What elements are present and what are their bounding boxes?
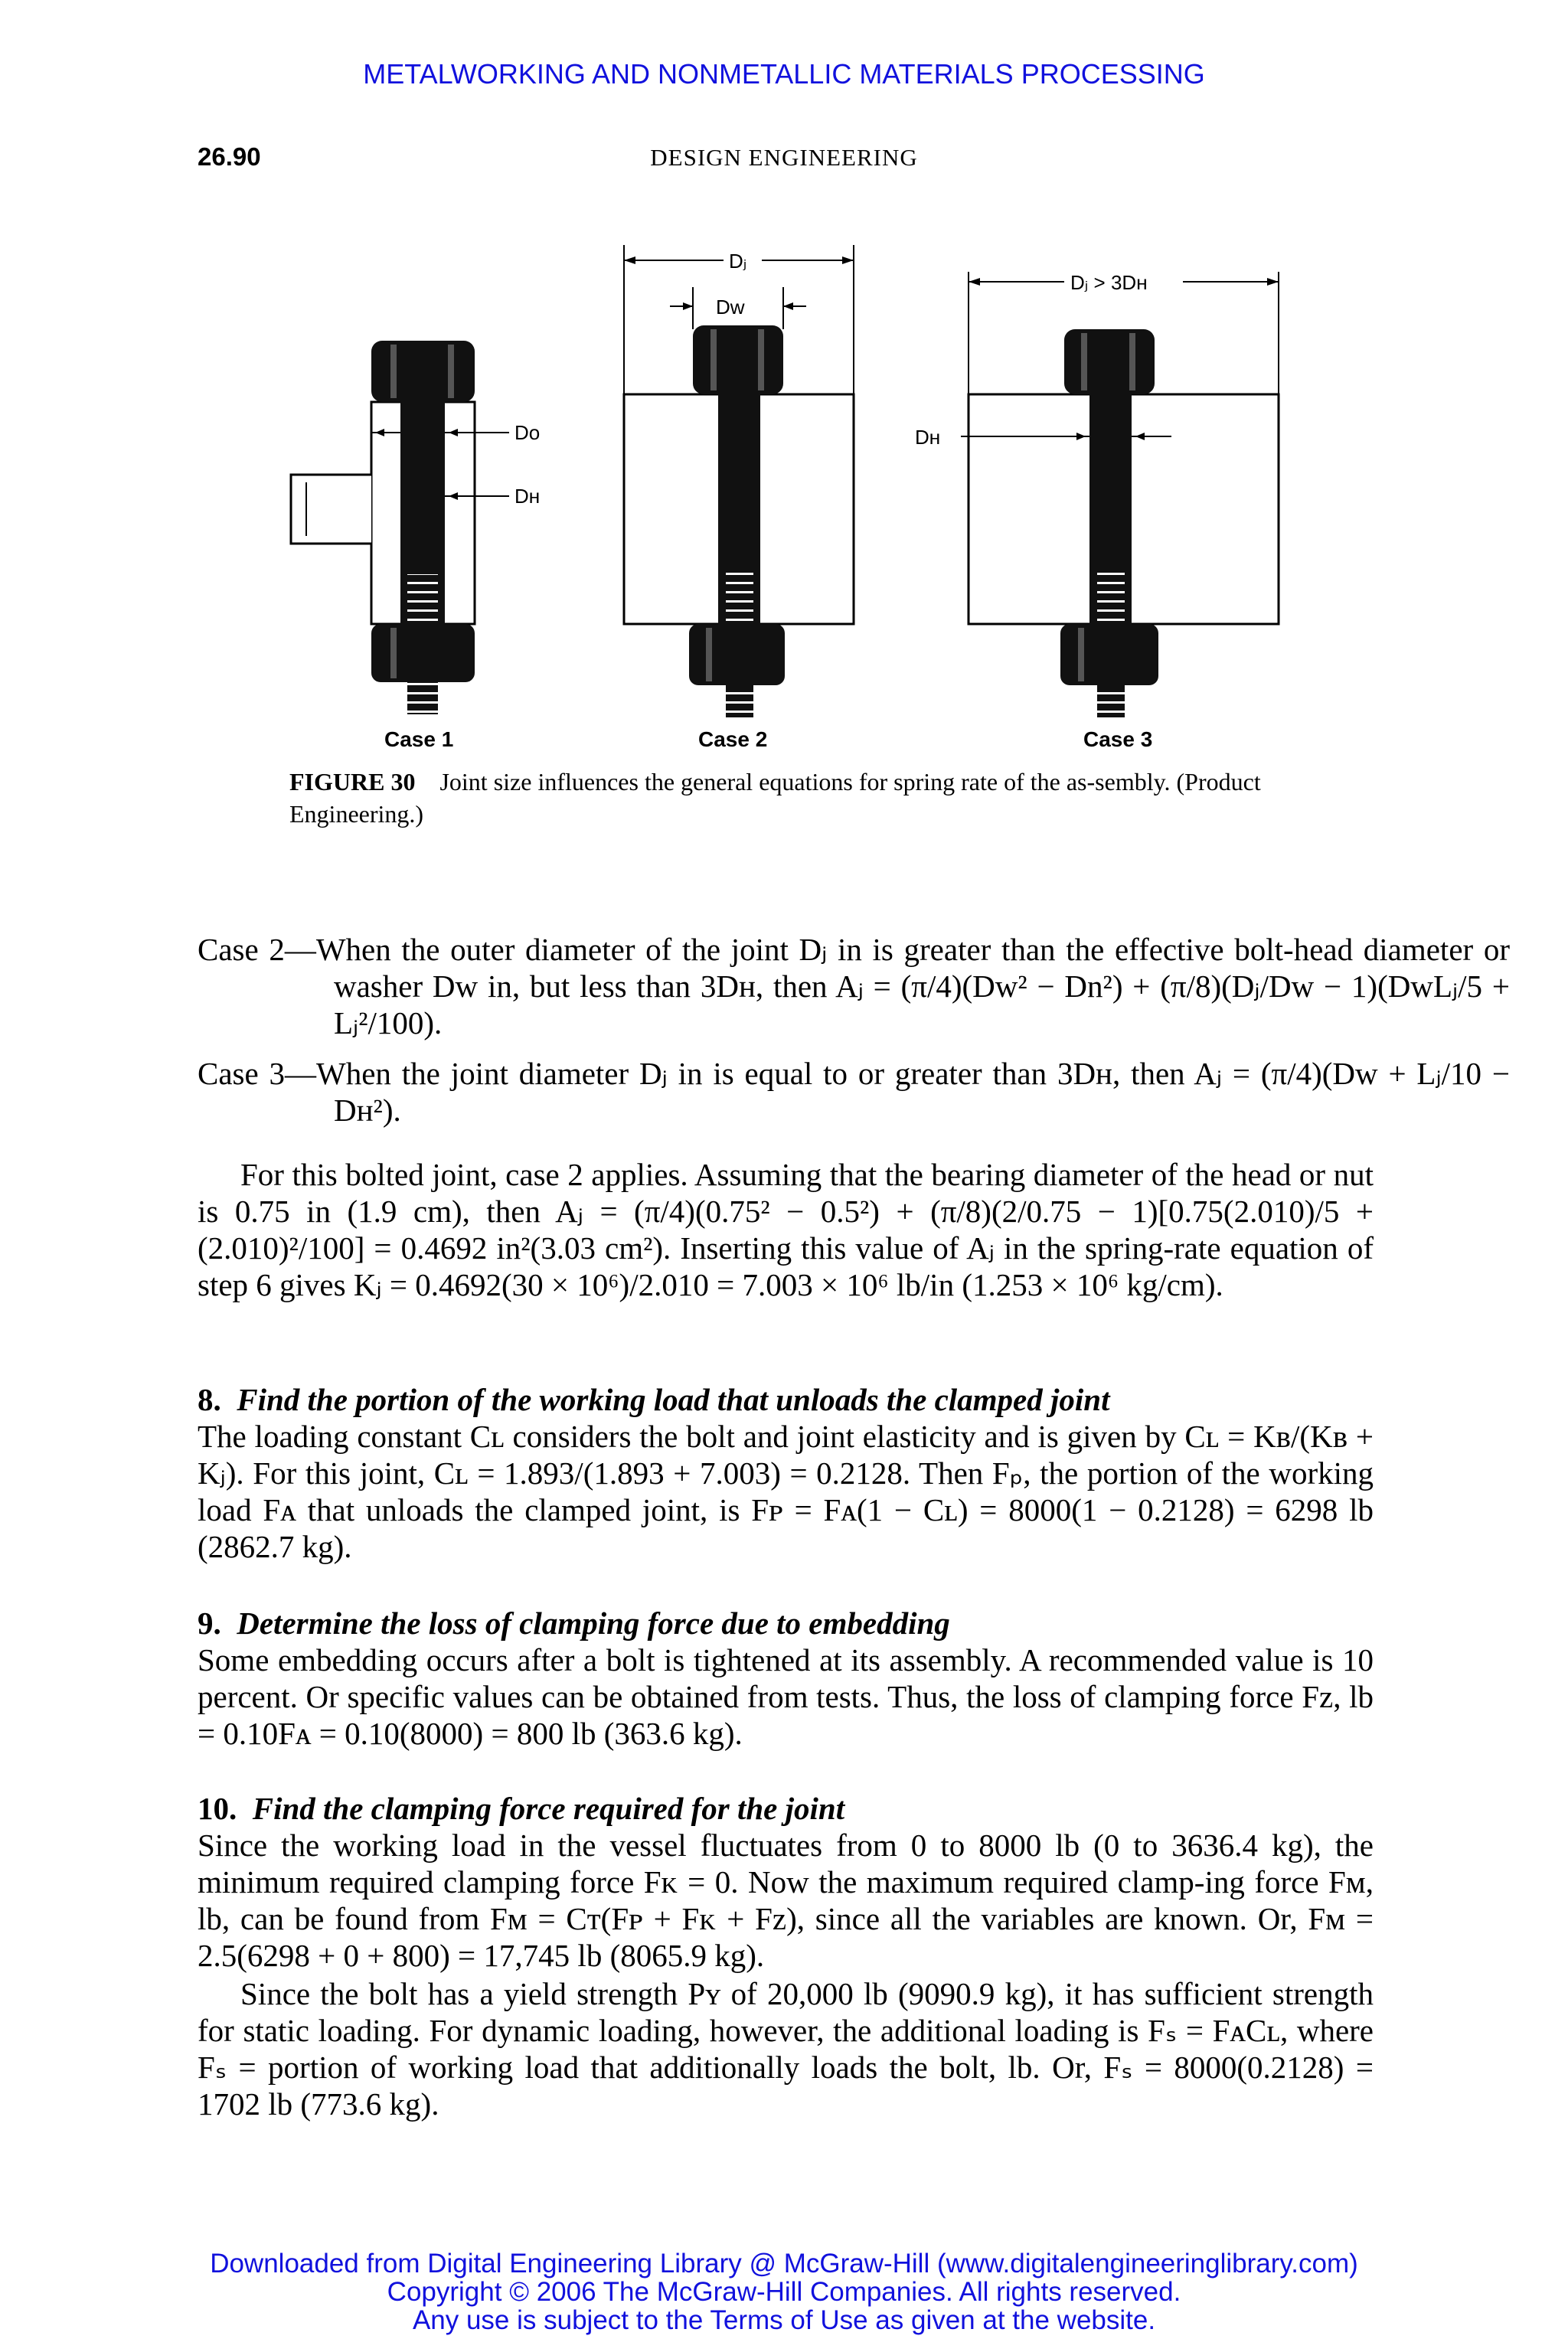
label-dh-case3: Dʜ <box>915 426 941 449</box>
bolted-joint-paragraph: For this bolted joint, case 2 applies. Assuming that the bearing diameter of the head or nut is 0.75 in (1.9 cm), then Aⱼ = (π/4)(0.75² − 0.5²) + (π/8)(2/0.75 − 1)[0.75(2.010)/5 + (2.010)²/100] = 0.4692 in²(3.03 cm²). Inserting this value of Aⱼ in the spring-rate equation of step 6 gives Kⱼ = 0.4692(30 × 10⁶)/2.010 = 7.003 × 10⁶ lb/in (1.253 × 10⁶ kg/cm). <box>198 1157 1374 1302</box>
case3-drawing <box>961 272 1279 717</box>
step8-title: Find the portion of the working load that unloads the clamped joint <box>237 1382 1110 1417</box>
step10-number: 10. <box>198 1791 237 1826</box>
step9-section <box>198 1605 1374 1752</box>
step8-text: The loading constant Cʟ considers the bolt and joint elasticity and is given by Cʟ = Kʙ/(Kʙ + Kⱼ). For this joint, Cʟ = 1.893/(1.893 + 7.003) = 0.2128. Then Fₚ, the portion of the working load Fᴀ that unloads the clamped joint, is Fᴘ = Fᴀ(1 − Cʟ) = 8000(1 − 0.2128) = 6298 lb (2862.7 kg). <box>198 1419 1374 1564</box>
label-dj-gt-3dh: Dⱼ > 3Dʜ <box>1070 271 1148 294</box>
figure-30-bolt-joint-diagram <box>276 230 1302 758</box>
case2-paragraph: Case 2—When the outer diameter of the joint Dⱼ in is greater than the effective bolt-head diameter or washer Dw in, but less than 3Dʜ, then Aⱼ = (π/4)(Dw² − Dn²) + (π/8)(Dⱼ/Dw − 1)(DwLⱼ/5 + Lⱼ²/100). <box>198 932 1510 1040</box>
running-head: DESIGN ENGINEERING <box>650 144 918 171</box>
step10-section <box>198 1790 1374 1974</box>
figure-caption <box>289 766 1277 830</box>
step8-heading <box>198 1381 1374 1418</box>
label-dw: Dw <box>716 296 745 318</box>
label-do: Do <box>514 421 541 444</box>
step9-title: Determine the loss of clamping force due to embedding <box>237 1606 950 1641</box>
case-label-3: Case 3 <box>1083 727 1153 751</box>
step10-text: Since the working load in the vessel fluctuates from 0 to 8000 lb (0 to 3636.4 kg), the minimum required clamping force Fᴋ = 0. Now the maximum required clamp-ing force Fᴍ, lb, can be found from Fᴍ = Cᴛ(Fᴘ + Fᴋ + Fᴢ), since all the variables are known. Or, Fᴍ = 2.5(6298 + 0 + 800) = 17,745 lb (8065.9 kg). <box>198 1828 1374 1973</box>
case1-drawing <box>291 341 509 714</box>
figure-caption-text: Joint size influences the general equations for spring rate of the as-sembly. (Product Engineering.) <box>289 768 1261 828</box>
footer-line-1: Downloaded from Digital Engineering Library @ McGraw-Hill (www.digitalengineeringlibrary.com) <box>210 2249 1358 2278</box>
step10-title: Find the clamping force required for the joint <box>252 1791 845 1826</box>
figure-label: FIGURE 30 <box>289 768 416 795</box>
case-label-1: Case 1 <box>384 727 454 751</box>
step9-heading <box>198 1605 1374 1642</box>
step8-section <box>198 1381 1374 1565</box>
yield-strength-paragraph: Since the bolt has a yield strength Pʏ of 20,000 lb (9090.9 kg), it has sufficient strength for static loading. For dynamic loading, however, the additional loading is Fₛ = FᴀCʟ, where Fₛ = portion of working load that additionally loads the bolt, lb. Or, Fₛ = 8000(0.2128) = 1702 lb (773.6 kg). <box>198 1976 1374 2122</box>
step8-number: 8. <box>198 1382 221 1417</box>
label-dh-case1: Dʜ <box>514 485 541 508</box>
footer-line-2: Copyright © 2006 The McGraw-Hill Companies. All rights reserved. <box>387 2277 1181 2307</box>
case-label-2: Case 2 <box>698 727 768 751</box>
step9-number: 9. <box>198 1606 221 1641</box>
footer-line-3: Any use is subject to the Terms of Use as given at the website. <box>412 2305 1156 2335</box>
page-number: 26.90 <box>198 142 261 171</box>
footer <box>0 2249 1568 2334</box>
step9-text: Some embedding occurs after a bolt is tightened at its assembly. A recommended value is 10 percent. Or specific values can be obtained from tests. Thus, the loss of clamping force Fᴢ, lb = 0.10Fᴀ = 0.10(8000) = 800 lb (363.6 kg). <box>198 1642 1374 1751</box>
case3-paragraph: Case 3—When the joint diameter Dⱼ in is equal to or greater than 3Dʜ, then Aⱼ = (π/4)(Dw + Lⱼ/10 − Dʜ²). <box>198 1056 1510 1128</box>
top-banner: METALWORKING AND NONMETALLIC MATERIALS PROCESSING <box>363 58 1205 90</box>
step10-heading <box>198 1790 1374 1827</box>
label-dj: Dⱼ <box>729 250 747 273</box>
